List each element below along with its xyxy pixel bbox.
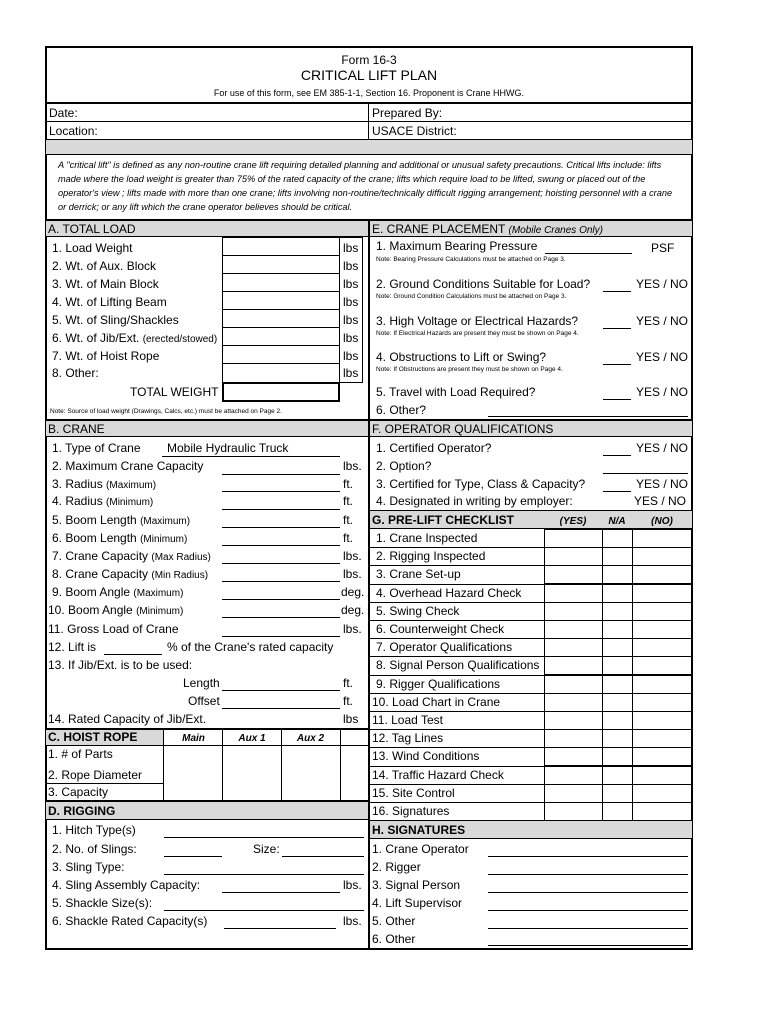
- checklist-yes-box[interactable]: [544, 656, 603, 675]
- certified-operator-field[interactable]: [603, 455, 631, 456]
- checklist-no-box[interactable]: [632, 584, 693, 603]
- sig-crane-operator-label: 1. Crane Operator: [372, 842, 469, 856]
- checklist-yes-box[interactable]: [544, 547, 603, 566]
- lifting-beam-label: 4. Wt. of Lifting Beam: [52, 295, 167, 309]
- checklist-row-divider: [369, 784, 544, 785]
- checklist-yes-box[interactable]: [544, 766, 603, 785]
- boom-length-min-label: 6. Boom Length (Minimum): [52, 531, 188, 545]
- checklist-na-box[interactable]: [602, 784, 633, 803]
- checklist-row-divider: [369, 747, 544, 748]
- checklist-item-label: 7. Operator Qualifications: [376, 640, 513, 654]
- aux-block-unit: lbs: [343, 259, 359, 273]
- section-g-title: G. PRE-LIFT CHECKLIST: [372, 513, 514, 527]
- checklist-yes-box[interactable]: [544, 693, 603, 712]
- district-label: USACE District:: [372, 124, 457, 138]
- gross-load-unit: lbs.: [343, 622, 362, 636]
- grid-line: [45, 783, 164, 784]
- sling-type-field[interactable]: [164, 874, 364, 875]
- checklist-no-box[interactable]: [632, 675, 693, 694]
- checklist-na-box[interactable]: [602, 565, 633, 584]
- checklist-yes-box[interactable]: [544, 584, 603, 603]
- col-aux2-header: Aux 2: [296, 733, 325, 744]
- certified-operator-label: 1. Certified Operator?: [376, 441, 492, 455]
- radius-min-field[interactable]: [222, 509, 340, 510]
- travel-with-load-answer[interactable]: YES / NO: [636, 385, 689, 399]
- sig-other-1-label: 5. Other: [372, 914, 416, 928]
- checklist-item-label: 5. Swing Check: [376, 604, 460, 618]
- load-weight-unit: lbs: [343, 241, 359, 255]
- jib-offset-label: Offset: [188, 694, 220, 708]
- certified-type-label: 3. Certified for Type, Class & Capacity?: [376, 477, 586, 491]
- sig-signal-person-field[interactable]: [488, 892, 688, 893]
- bearing-pressure-field[interactable]: [545, 253, 632, 254]
- lifting-beam-unit: lbs: [343, 295, 359, 309]
- lift-is-suffix: % of the Crane's rated capacity: [167, 640, 334, 654]
- total-weight-label: TOTAL WEIGHT: [130, 385, 219, 399]
- checklist-item-label: 15. Site Control: [372, 786, 455, 800]
- obstructions-label: 4. Obstructions to Lift or Swing?: [376, 350, 547, 364]
- col-na-header: N/A: [608, 516, 626, 527]
- checklist-item-label: 14. Traffic Hazard Check: [372, 768, 504, 782]
- e-other-label: 6. Other?: [376, 403, 427, 417]
- col-main-header: Main: [182, 733, 205, 744]
- checklist-row-divider: [369, 620, 544, 621]
- checklist-na-box[interactable]: [602, 656, 633, 675]
- checklist-no-box[interactable]: [632, 802, 693, 821]
- checklist-yes-box[interactable]: [544, 729, 603, 748]
- grid-line: [340, 237, 363, 238]
- jib-offset-field[interactable]: [222, 708, 340, 709]
- checklist-yes-box[interactable]: [544, 711, 603, 730]
- grid-line: [362, 237, 363, 383]
- checklist-row-divider: [369, 584, 544, 585]
- boom-length-max-unit: ft.: [343, 513, 354, 527]
- checklist-yes-box[interactable]: [544, 620, 603, 639]
- crane-capacity-min-label: 8. Crane Capacity (Min Radius): [52, 567, 209, 581]
- sig-lift-supervisor-label: 4. Lift Supervisor: [372, 896, 463, 910]
- parts-label: 1. # of Parts: [48, 747, 113, 761]
- designated-answer[interactable]: YES / NO: [634, 494, 687, 508]
- ground-conditions-label: 2. Ground Conditions Suitable for Load?: [376, 277, 591, 291]
- checklist-no-box[interactable]: [632, 747, 693, 766]
- checklist-yes-box[interactable]: [544, 529, 603, 548]
- radius-max-field[interactable]: [222, 491, 340, 492]
- checklist-item-label: 4. Overhead Hazard Check: [376, 586, 522, 600]
- sling-type-label: 3. Sling Type:: [52, 860, 125, 874]
- crane-capacity-max-field[interactable]: [222, 563, 340, 564]
- obstructions-note: Note: If Obstructions are present they must be shown on Page 4.: [376, 366, 563, 373]
- certified-type-answer[interactable]: YES / NO: [636, 477, 689, 491]
- sling-assembly-unit: lbs.: [343, 878, 362, 892]
- other-label: 8. Other:: [52, 366, 99, 380]
- boom-length-min-unit: ft.: [343, 531, 354, 545]
- jib-length-unit: ft.: [343, 676, 354, 690]
- checklist-row-divider: [369, 656, 544, 657]
- checklist-no-box[interactable]: [632, 766, 693, 785]
- crane-capacity-max-unit: lbs.: [343, 549, 362, 563]
- row-divider: [45, 819, 368, 820]
- row-divider: [369, 838, 693, 839]
- form-number: Form 16-3: [341, 53, 397, 67]
- boom-length-max-label: 5. Boom Length (Maximum): [52, 513, 191, 527]
- checklist-na-box[interactable]: [602, 766, 633, 785]
- checklist-no-box[interactable]: [632, 693, 693, 712]
- jib-rated-capacity-label: 14. Rated Capacity of Jib/Ext.: [48, 712, 207, 726]
- section-a-title: A. TOTAL LOAD: [48, 222, 136, 236]
- sling-size-field[interactable]: [282, 856, 364, 857]
- boom-angle-min-field[interactable]: [222, 617, 340, 618]
- jib-rated-capacity-unit: lbs: [343, 712, 359, 726]
- grid-line: [222, 345, 340, 346]
- checklist-yes-box[interactable]: [544, 675, 603, 694]
- sling-shackles-unit: lbs: [343, 313, 359, 327]
- bearing-pressure-unit: PSF: [651, 241, 675, 255]
- obstructions-answer[interactable]: YES / NO: [636, 350, 689, 364]
- sling-assembly-field[interactable]: [222, 892, 340, 893]
- jib-offset-unit: ft.: [343, 694, 354, 708]
- row-divider: [369, 820, 693, 821]
- checklist-row-divider: [369, 675, 544, 676]
- crane-type-value[interactable]: Mobile Hydraulic Truck: [167, 441, 289, 455]
- e-other-field[interactable]: [488, 416, 688, 417]
- jib-ext-unit: lbs: [343, 331, 359, 345]
- checklist-item-label: 2. Rigging Inspected: [376, 549, 486, 563]
- section-f-title: F. OPERATOR QUALIFICATIONS: [372, 422, 554, 436]
- boom-angle-max-field[interactable]: [222, 599, 340, 600]
- sig-lift-supervisor-field[interactable]: [488, 910, 688, 911]
- prepared-by-label: Prepared By:: [372, 106, 443, 120]
- checklist-yes-box[interactable]: [544, 802, 603, 821]
- max-crane-capacity-label: 2. Maximum Crane Capacity: [52, 459, 204, 473]
- hitch-type-field[interactable]: [164, 837, 364, 838]
- col-no-header: (NO): [651, 516, 673, 527]
- obstructions-field[interactable]: [603, 364, 631, 365]
- max-crane-capacity-unit: lbs.: [343, 459, 362, 473]
- section-h-title: H. SIGNATURES: [372, 823, 466, 837]
- lift-percent-field[interactable]: [104, 654, 162, 655]
- ground-conditions-field[interactable]: [603, 291, 631, 292]
- row-divider: [45, 436, 368, 437]
- checklist-yes-box[interactable]: [544, 602, 603, 621]
- checklist-no-box[interactable]: [632, 602, 693, 621]
- total-weight-field[interactable]: [222, 382, 340, 402]
- boom-angle-min-label: 10. Boom Angle (Minimum): [48, 603, 184, 617]
- checklist-no-box[interactable]: [632, 638, 693, 657]
- checklist-item-label: 3. Crane Set-up: [376, 567, 461, 581]
- crane-type-label: 1. Type of Crane: [52, 441, 141, 455]
- sig-rigger-label: 2. Rigger: [372, 860, 421, 874]
- checklist-na-box[interactable]: [602, 529, 633, 548]
- main-block-label: 3. Wt. of Main Block: [52, 277, 159, 291]
- designated-label: 4. Designated in writing by employer:: [376, 494, 573, 508]
- sling-shackles-label: 5. Wt. of Sling/Shackles: [52, 313, 179, 327]
- checklist-item-label: 11. Load Test: [372, 713, 443, 727]
- load-weight-label: 1. Load Weight: [52, 241, 133, 255]
- gross-load-field[interactable]: [222, 636, 340, 637]
- sling-assembly-label: 4. Sling Assembly Capacity:: [52, 878, 201, 892]
- checklist-item-label: 13. Wind Conditions: [372, 749, 480, 763]
- boom-length-max-field[interactable]: [222, 527, 340, 528]
- sig-other-2-label: 6. Other: [372, 932, 416, 946]
- checklist-no-box[interactable]: [632, 547, 693, 566]
- checklist-item-label: 1. Crane Inspected: [376, 531, 478, 545]
- rope-capacity-label: 3. Capacity: [48, 785, 109, 799]
- checklist-na-box[interactable]: [602, 547, 633, 566]
- checklist-item-label: 6. Counterweight Check: [376, 622, 505, 636]
- main-block-unit: lbs: [343, 277, 359, 291]
- option-field[interactable]: [603, 473, 688, 474]
- checklist-na-box[interactable]: [602, 584, 633, 603]
- gross-load-label: 11. Gross Load of Crane: [48, 622, 179, 636]
- section-e-title: E. CRANE PLACEMENT (Mobile Cranes Only): [372, 222, 603, 236]
- hitch-type-label: 1. Hitch Type(s): [52, 823, 136, 837]
- bearing-pressure-label: 1. Maximum Bearing Pressure: [376, 239, 538, 253]
- grid-line: [222, 327, 340, 328]
- crane-type-field[interactable]: [162, 456, 340, 457]
- grid-line: [163, 729, 164, 800]
- lift-is-label: 12. Lift is: [48, 640, 97, 654]
- crane-capacity-min-unit: lbs.: [343, 567, 362, 581]
- checklist-row-divider: [369, 729, 544, 730]
- col-yes-header: (YES): [559, 516, 587, 527]
- form-subtitle: For use of this form, see EM 385-1-1, Section 16. Proponent is Crane HHWG.: [213, 88, 525, 98]
- no-slings-field[interactable]: [164, 856, 222, 857]
- crane-capacity-max-label: 7. Crane Capacity (Max Radius): [52, 549, 211, 563]
- checklist-item-label: 12. Tag Lines: [372, 731, 444, 745]
- electrical-hazards-answer[interactable]: YES / NO: [636, 314, 689, 328]
- checklist-no-box[interactable]: [632, 529, 693, 548]
- grid-line: [340, 729, 341, 800]
- checklist-na-box[interactable]: [602, 602, 633, 621]
- sling-size-label: Size:: [253, 842, 280, 856]
- checklist-no-box[interactable]: [632, 565, 693, 584]
- date-label: Date:: [49, 106, 78, 120]
- grid-line: [45, 745, 368, 746]
- checklist-na-box[interactable]: [602, 711, 633, 730]
- grid-line: [222, 273, 340, 274]
- shackle-rated-label: 6. Shackle Rated Capacity(s): [52, 914, 208, 928]
- checklist-item-label: 10. Load Chart in Crane: [372, 695, 501, 709]
- radius-max-unit: ft.: [343, 477, 354, 491]
- grid-line: [281, 729, 282, 800]
- certified-operator-answer[interactable]: YES / NO: [636, 441, 689, 455]
- total-load-note: Note: Source of load weight (Drawings, Calcs, etc.) must be attached on Page 2.: [50, 408, 282, 415]
- electrical-hazards-label: 3. High Voltage or Electrical Hazards?: [376, 314, 579, 328]
- grid-line: [222, 255, 340, 256]
- checklist-row-divider: [369, 693, 544, 694]
- travel-with-load-field[interactable]: [603, 399, 631, 400]
- checklist-yes-box[interactable]: [544, 784, 603, 803]
- shackle-rated-unit: lbs.: [343, 914, 362, 928]
- checklist-item-label: 9. Rigger Qualifications: [376, 677, 501, 691]
- ground-conditions-note: Note: Ground Condition Calculations must be attached on Page 3.: [376, 293, 567, 300]
- travel-with-load-label: 5. Travel with Load Required?: [376, 385, 536, 399]
- shackle-rated-field[interactable]: [224, 928, 336, 929]
- checklist-na-box[interactable]: [602, 675, 633, 694]
- sig-rigger-field[interactable]: [488, 874, 688, 875]
- boom-angle-max-unit: deg.: [341, 585, 365, 599]
- sig-signal-person-label: 3. Signal Person: [372, 878, 461, 892]
- hoist-rope-unit: lbs: [343, 349, 359, 363]
- electrical-hazards-field[interactable]: [603, 328, 631, 329]
- sig-other-2-field[interactable]: [488, 945, 688, 946]
- checklist-row-divider: [369, 766, 544, 767]
- checklist-na-box[interactable]: [602, 638, 633, 657]
- radius-min-unit: ft.: [343, 494, 354, 508]
- rope-diameter-label: 2. Rope Diameter: [48, 768, 143, 782]
- section-d-title: D. RIGGING: [48, 804, 116, 818]
- electrical-hazards-note: Note: If Electrical Hazards are present they must be shown on Page 4.: [376, 330, 579, 337]
- col-aux1-header: Aux 1: [238, 733, 266, 744]
- max-crane-capacity-field[interactable]: [222, 474, 340, 475]
- radius-min-label: 4. Radius (Minimum): [52, 494, 154, 508]
- row-divider: [45, 121, 693, 122]
- form-title: CRITICAL LIFT PLAN: [300, 67, 438, 83]
- shackle-size-label: 5. Shackle Size(s):: [52, 896, 153, 910]
- row-divider: [45, 154, 693, 155]
- checklist-no-box[interactable]: [632, 656, 693, 675]
- hoist-rope-label: 7. Wt. of Hoist Rope: [52, 349, 160, 363]
- grid-line: [222, 729, 223, 800]
- jib-length-label: Length: [183, 676, 220, 690]
- boom-angle-min-unit: deg.: [341, 603, 365, 617]
- boom-angle-max-label: 9. Boom Angle (Maximum): [52, 585, 184, 599]
- checklist-na-box[interactable]: [602, 620, 633, 639]
- sig-crane-operator-field[interactable]: [488, 856, 688, 857]
- section-b-title: B. CRANE: [48, 422, 105, 436]
- radius-max-label: 3. Radius (Maximum): [52, 477, 157, 491]
- checklist-no-box[interactable]: [632, 729, 693, 748]
- checklist-row-divider: [369, 711, 544, 712]
- checklist-item-label: 8. Signal Person Qualifications: [376, 658, 540, 672]
- sig-other-1-field[interactable]: [488, 928, 688, 929]
- checklist-na-box[interactable]: [602, 747, 633, 766]
- checklist-no-box[interactable]: [632, 711, 693, 730]
- info-col-divider: [368, 102, 369, 139]
- checklist-row-divider: [369, 547, 544, 548]
- option-label: 2. Option?: [376, 459, 432, 473]
- grid-line: [340, 382, 363, 383]
- grid-line: [222, 363, 340, 364]
- section-c-title: C. HOIST ROPE: [48, 730, 138, 744]
- jib-used-label: 13. If Jib/Ext. is to be used:: [48, 658, 193, 672]
- checklist-yes-box[interactable]: [544, 747, 603, 766]
- other-unit: lbs: [343, 366, 359, 380]
- checklist-yes-box[interactable]: [544, 565, 603, 584]
- row-divider: [369, 236, 693, 237]
- jib-ext-label: 6. Wt. of Jib/Ext. (erected/stowed): [52, 331, 218, 345]
- grid-line: [222, 291, 340, 292]
- aux-block-label: 2. Wt. of Aux. Block: [52, 259, 157, 273]
- gray-band: [46, 140, 692, 154]
- critical-lift-definition: A "critical lift" is defined as any non-routine crane lift requiring detailed planning and additional or unusual safety precautions. Critical lifts include: lifts made where the load weight is greater than 75% of the rated capacity of the crane; lifts which require load to be lifted, swung or placed out of the operator's view ; lifts made with more than one crane; lifts involving non-routine/technically difficult rigging arrangement; hoisting personnel with a crane or derrick; or any lift which the crane operator believes should be critical.: [58, 160, 673, 212]
- total-load-input-grid: [222, 237, 340, 383]
- checklist-na-box[interactable]: [602, 693, 633, 712]
- row-divider: [369, 436, 693, 437]
- row-divider: [369, 510, 693, 511]
- checklist-no-box[interactable]: [632, 784, 693, 803]
- checklist-row-divider: [369, 565, 544, 566]
- checklist-na-box[interactable]: [602, 802, 633, 821]
- checklist-item-label: 16. Signatures: [372, 804, 450, 818]
- no-slings-label: 2. No. of Slings:: [52, 842, 137, 856]
- checklist-na-box[interactable]: [602, 729, 633, 748]
- checklist-yes-box[interactable]: [544, 638, 603, 657]
- ground-conditions-answer[interactable]: YES / NO: [636, 277, 689, 291]
- certified-type-field[interactable]: [603, 491, 631, 492]
- checklist-row-divider: [369, 602, 544, 603]
- checklist-row-divider: [369, 638, 544, 639]
- header-divider: [45, 102, 693, 104]
- boom-length-min-field[interactable]: [222, 545, 340, 546]
- grid-line: [222, 309, 340, 310]
- shackle-size-field[interactable]: [164, 910, 364, 911]
- checklist-row-divider: [369, 802, 544, 803]
- checklist-no-box[interactable]: [632, 620, 693, 639]
- crane-capacity-min-field[interactable]: [222, 581, 340, 582]
- bearing-pressure-note: Note: Bearing Pressure Calculations must be attached on Page 3.: [376, 256, 566, 263]
- jib-length-field[interactable]: [222, 690, 340, 691]
- location-label: Location:: [49, 124, 98, 138]
